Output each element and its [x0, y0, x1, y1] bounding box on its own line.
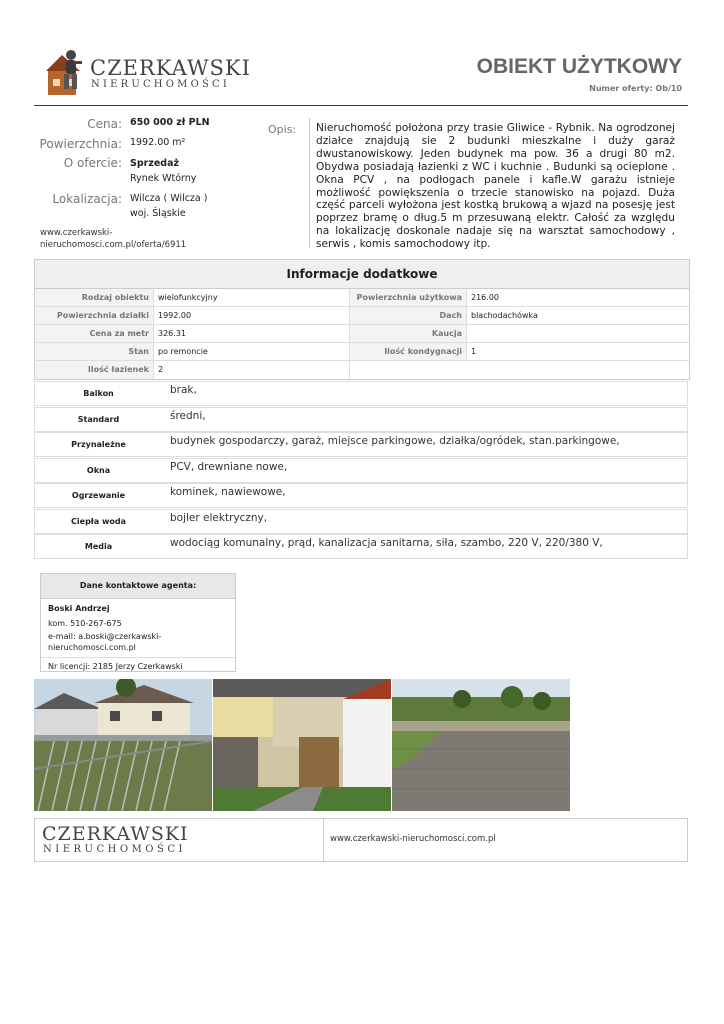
offer-link[interactable]: www.czerkawski-nieruchomosci.com.pl/oferta/6911: [40, 228, 187, 250]
offer-number: Numer oferty: Ob/10: [589, 84, 682, 93]
property-photo-2[interactable]: [213, 679, 391, 811]
info-key: Powierzchnia działki: [35, 307, 154, 325]
feature-value: bojler elektryczny,: [170, 512, 268, 524]
footer-divider: [323, 818, 324, 862]
info-key: Cena za metr: [35, 325, 154, 343]
description-text: Nieruchomość położona przy trasie Gliwice - Rybnik. Na ogrodzonej działce znajdują sie 2 budunki mieszkalne i duży garaż dwustanowiskowy. Jeden budynek ma pow. 36 a drugi 80 m2. Obydwa posiadają łazienki z WC i kuchnie . Budunki są ocieplone . Okna PCV , na podłogach panele i kafle.W garażu istnieje możliwość powiększenia o trzecie stanowisko na pojazd. Duża część parceli wyłożona jest kostką brukową a wjazd na posesję jest poprzez bramę o dług.5 m przesuwaną elektr. Całość za względu na lokalizację doskonale nadaje się na warsztat samochodowy , serwis , komis samochodowy itp.: [316, 122, 675, 251]
info-key: Rodzaj obiektu: [35, 289, 154, 307]
footer-website-link[interactable]: www.czerkawski-nieruchomosci.com.pl: [330, 834, 496, 844]
feature-row-ogrzewanie: [34, 483, 688, 508]
info-value: 1992.00: [154, 307, 350, 325]
feature-label: Standard: [77, 415, 120, 424]
agent-contact-box: [40, 573, 236, 672]
agent-name: Boski Andrzej: [48, 604, 110, 613]
brand-name: CZERKAWSKI: [90, 56, 251, 80]
info-value: 1: [467, 343, 689, 361]
feature-row-balkon: [34, 381, 688, 406]
info-key: Powierzchnia użytkowa: [350, 289, 467, 307]
table-row: [35, 361, 689, 379]
feature-value: budynek gospodarczy, garaż, miejsce parkingowe, działka/ogródek, stan.parkingowe,: [170, 435, 620, 447]
property-photo-3[interactable]: [392, 679, 570, 811]
feature-label: Ciepła woda: [71, 517, 126, 526]
info-key: Ilość kondygnacji: [350, 343, 467, 361]
feature-row-media: [34, 534, 688, 559]
feature-row-okna: [34, 458, 688, 483]
area-value: 1992.00 m²: [130, 137, 186, 148]
summary-divider: [309, 118, 310, 248]
feature-label: Przynależne: [71, 440, 126, 449]
feature-label: Ogrzewanie: [71, 491, 126, 500]
brand-subtitle: NIERUCHOMOŚCI: [91, 79, 231, 90]
info-value: po remoncie: [154, 343, 350, 361]
page-title: OBIEKT UŻYTKOWY: [476, 55, 682, 78]
table-row: [35, 289, 689, 307]
area-label: Powierzchnia:: [39, 137, 122, 151]
agent-license: Nr licencji: 2185 Jerzy Czerkawski: [41, 657, 235, 672]
location-region: woj. Śląskie: [130, 208, 186, 219]
info-table-title: Informacje dodatkowe: [35, 260, 689, 289]
price-value: 650 000 zł PLN: [130, 117, 210, 128]
feature-value: średni,: [170, 410, 206, 422]
info-key: Kaucja: [350, 325, 467, 343]
location-city: Wilcza ( Wilcza ): [130, 193, 208, 204]
agent-phone: kom. 510-267-675: [48, 619, 122, 628]
feature-row-standard: [34, 407, 688, 432]
location-label: Lokalizacja:: [52, 192, 122, 206]
offer-type: Sprzedaż: [130, 158, 180, 169]
feature-row-przynalezne: [34, 432, 688, 457]
description-label: Opis:: [268, 123, 297, 136]
agent-heading: Dane kontaktowe agenta:: [41, 574, 235, 599]
offer-market: Rynek Wtórny: [130, 173, 197, 184]
feature-value: brak,: [170, 384, 197, 396]
table-row: [35, 325, 689, 343]
info-key: Ilość łazienek: [35, 361, 154, 379]
info-value: wielofunkcyjny: [154, 289, 350, 307]
offer-label: O ofercie:: [63, 156, 122, 170]
table-row: [35, 343, 689, 361]
feature-row-ciepla-woda: [34, 509, 688, 534]
feature-value: wodociąg komunalny, prąd, kanalizacja sanitarna, siła, szambo, 220 V, 220/380 V,: [170, 537, 603, 549]
price-label: Cena:: [87, 117, 122, 131]
info-key: Dach: [350, 307, 467, 325]
feature-label: Media: [84, 542, 113, 551]
feature-label: Balkon: [83, 389, 114, 398]
feature-value: PCV, drewniane nowe,: [170, 461, 288, 473]
info-value: 326.31: [154, 325, 350, 343]
info-value: 216.00: [467, 289, 689, 307]
logo-figure-icon: [44, 47, 84, 97]
footer-brand-subtitle: NIERUCHOMOŚCI: [43, 844, 186, 855]
property-photo-1[interactable]: [34, 679, 212, 811]
info-key: Stan: [35, 343, 154, 361]
info-value: 2: [154, 361, 350, 379]
table-row: [35, 307, 689, 325]
info-value: blachodachówka: [467, 307, 689, 325]
footer-brand-name: CZERKAWSKI: [42, 823, 189, 845]
info-table: [34, 259, 690, 380]
header-divider: [34, 105, 688, 106]
agent-email[interactable]: e-mail: a.boski@czerkawski-nieruchomosci.com.pl: [48, 632, 162, 652]
info-value: [467, 325, 689, 343]
feature-label: Okna: [86, 466, 111, 475]
feature-value: kominek, nawiewowe,: [170, 486, 286, 498]
